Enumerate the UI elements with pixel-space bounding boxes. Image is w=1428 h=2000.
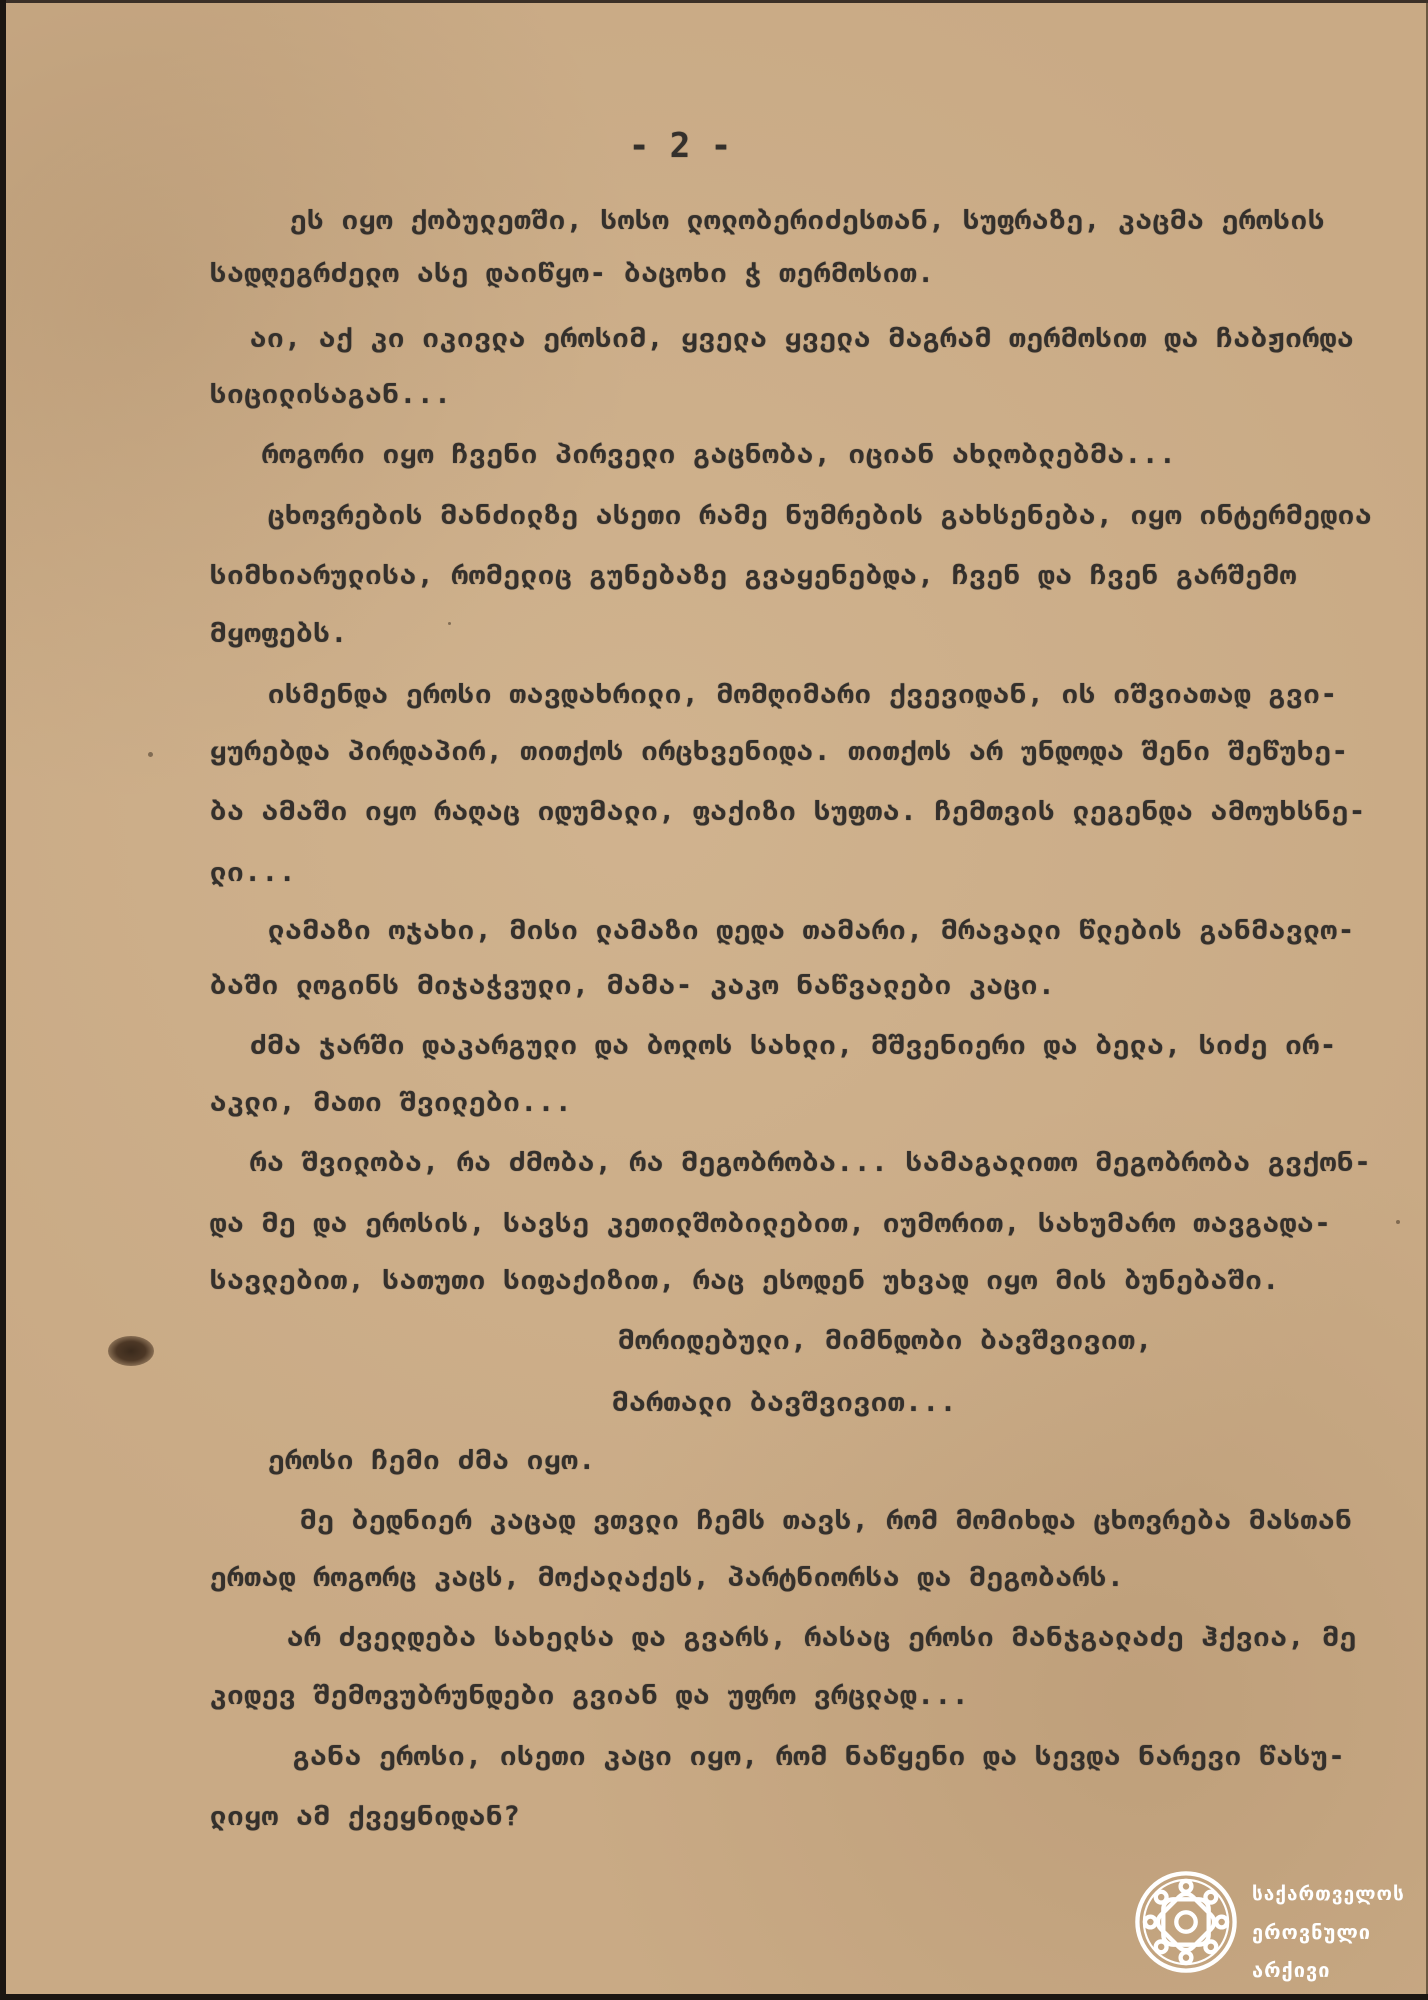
text-line: კიდევ შემოვუბრუნდები გვიან და უფრო ვრცლად... [210,1680,970,1711]
text-line: როგორი იყო ჩვენი პირველი გაცნობა, იციან ახლობლებმა... [262,439,1177,470]
ink-stain [108,1336,154,1366]
text-line: მე ბედნიერ კაცად ვთვლი ჩემს თავს, რომ მომიხდა ცხოვრება მასთან [300,1505,1353,1536]
text-line: სადღეგრძელო ასე დაიწყო- ბაცოხი ჭ თერმოსით. [210,258,935,289]
text-line: ეს იყო ქობულეთში, სოსო ლოლობერიძესთან, სუფრაზე, კაცმა ეროსის [290,205,1326,236]
text-line: ძმა ჯარში დაკარგული და ბოლოს სახლი, მშვენიერი და ბელა, სიძე ირ- [250,1030,1338,1061]
national-archives-emblem-icon [1132,1868,1240,1976]
paper-speck [148,752,153,757]
text-line: ლამაზი ოჯახი, მისი ლამაზი დედა თამარი, მრავალი წლების განმავლო- [268,915,1356,946]
archive-name-line-2: ეროვნული [1252,1920,1372,1944]
text-line: ლიყო ამ ქვეყნიდან? [210,1801,521,1832]
text-line: ლი... [210,857,297,888]
verse-line: მართალი ბავშვივით... [612,1387,958,1418]
text-line: აკლი, მათი შვილები... [210,1087,573,1118]
text-line: განა ეროსი, ისეთი კაცი იყო, რომ ნაწყენი და სევდა ნარევი წასუ- [293,1741,1346,1772]
archive-name-line-1: საქართველოს [1252,1883,1405,1905]
text-line: ყურებდა პირდაპირ, თითქოს ირცხვენიდა. თითქოს არ უნდოდა შენი შეწუხე- [210,736,1349,767]
text-line: ცხოვრების მანძილზე ასეთი რამე ნუმრების გახსენება, იყო ინტერმედია [268,500,1373,531]
text-line: სიმხიარულისა, რომელიც გუნებაზე გვაყენებდა, ჩვენ და ჩვენ გარშემო [210,560,1298,591]
text-line: ერთად როგორც კაცს, მოქალაქეს, პარტნიორსა და მეგობარს. [210,1562,1125,1593]
text-line: ბა ამაში იყო რაღაც იდუმალი, ფაქიზი სუფთა. ჩემთვის ლეგენდა ამოუხსნე- [210,796,1367,827]
text-line: მყოფებს. [210,618,349,649]
text-line: არ ძველდება სახელსა და გვარს, რასაც ეროსი მანჯგალაძე ჰქვია, მე [287,1622,1357,1653]
paper-speck [1396,1220,1400,1224]
archive-name-line-3: არქივი [1252,1958,1331,1982]
text-line: ისმენდა ეროსი თავდახრილი, მომღიმარი ქვევიდან, ის იშვიათად გვი- [268,679,1338,710]
text-line: სავლებით, სათუთი სიფაქიზით, რაც ესოდენ უხვად იყო მის ბუნებაში. [210,1265,1280,1296]
verse-line: მორიდებული, მიმნდობი ბავშვივით, [618,1325,1153,1356]
text-line: სიცილისაგან... [210,379,452,410]
text-line: რა შვილობა, რა ძმობა, რა მეგობრობა... სამაგალითო მეგობრობა გვქონ- [250,1147,1372,1178]
page-number: - 2 - [628,126,732,166]
text-line: და მე და ეროსის, სავსე კეთილშობილებით, იუმორით, სახუმარო თავგადა- [210,1208,1332,1239]
text-line: ბაში ლოგინს მიჯაჭვული, მამა- კაკო ნაწვალები კაცი. [210,970,1056,1001]
text-line: ეროსი ჩემი ძმა იყო. [268,1445,596,1476]
text-line: აი, აქ კი იკივლა ეროსიმ, ყველა ყველა მაგრამ თერმოსით და ჩაბჟირდა [250,323,1355,354]
paper-speck [448,622,451,625]
